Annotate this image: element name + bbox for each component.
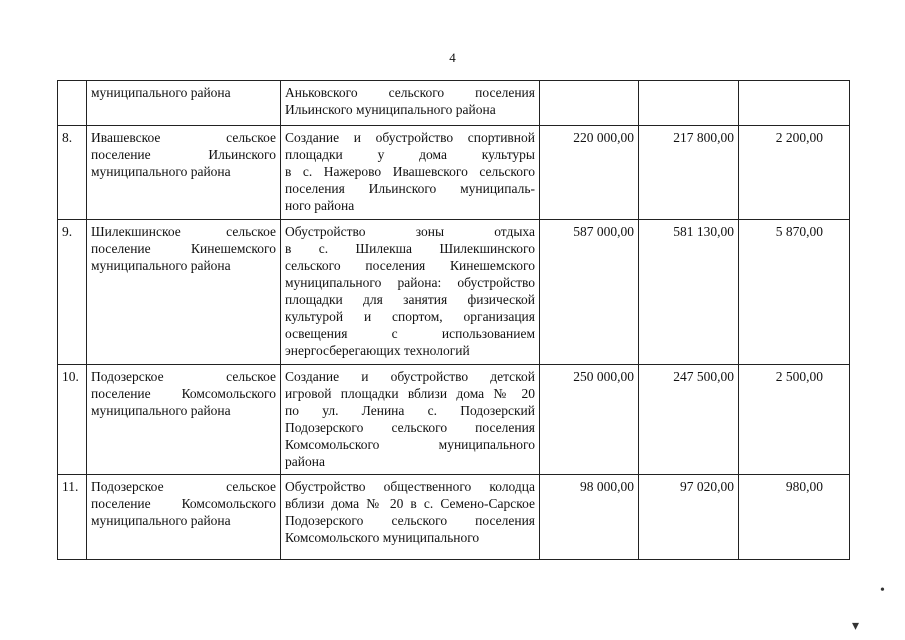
total-amount: 220 000,00	[540, 126, 639, 220]
table-row	[58, 126, 850, 220]
settlement-cell: Шилекшинское сельское поселение Кинешемского муниципального района	[87, 220, 281, 365]
total-amount: 250 000,00	[540, 365, 639, 475]
settlement-cell: Подозерское сельское поселение Комсомольского муниципального района	[87, 365, 281, 475]
page-number: 4	[449, 50, 456, 65]
row-number: 10.	[58, 365, 87, 475]
regional-amount: 217 800,00	[639, 126, 739, 220]
regional-amount	[639, 81, 739, 126]
project-cell: Обустройство общественного колодца вблизи дома № 20 в с. Семено-Сарское Подозерского сельского поселения Комсомольского муниципального	[281, 475, 540, 560]
scan-mark: •	[880, 583, 885, 598]
local-amount: 2 500,00	[739, 365, 850, 475]
total-amount	[540, 81, 639, 126]
settlement-cell: Подозерское сельское поселение Комсомольского муниципального района	[87, 475, 281, 560]
project-cell: Обустройство зоны отдыха в с. Шилекша Шилекшинского сельского поселения Кинешемского муниципального района: обустройство площадки для занятия физической культурой и спортом, организация освещения с использованием энергосберегающих технологий	[281, 220, 540, 365]
local-amount: 2 200,00	[739, 126, 850, 220]
regional-amount: 247 500,00	[639, 365, 739, 475]
total-amount: 98 000,00	[540, 475, 639, 560]
local-amount: 5 870,00	[739, 220, 850, 365]
grant-table	[57, 80, 850, 560]
row-number: 11.	[58, 475, 87, 560]
project-cell: Аньковского сельского поселения Ильинского муниципального района	[281, 81, 540, 126]
settlement-cell: Ивашевское сельское поселение Ильинского муниципального района	[87, 126, 281, 220]
scan-mark: ▾	[852, 619, 860, 634]
regional-amount: 97 020,00	[639, 475, 739, 560]
table-row	[58, 365, 850, 475]
row-number: 9.	[58, 220, 87, 365]
table-row	[58, 475, 850, 560]
settlement-cell: муниципального района	[87, 81, 281, 126]
row-number	[58, 81, 87, 126]
row-number: 8.	[58, 126, 87, 220]
table-row	[58, 220, 850, 365]
project-cell: Создание и обустройство спортивной площадки у дома культуры в с. Нажерово Ивашевского сельского поселения Ильинского муниципаль- ного района	[281, 126, 540, 220]
local-amount	[739, 81, 850, 126]
local-amount: 980,00	[739, 475, 850, 560]
regional-amount: 581 130,00	[639, 220, 739, 365]
total-amount: 587 000,00	[540, 220, 639, 365]
table-row	[58, 81, 850, 126]
project-cell: Создание и обустройство детской игровой площадки вблизи дома № 20 по ул. Ленина с. Подозерский Подозерского сельского поселения Комсомольского муниципального района	[281, 365, 540, 475]
